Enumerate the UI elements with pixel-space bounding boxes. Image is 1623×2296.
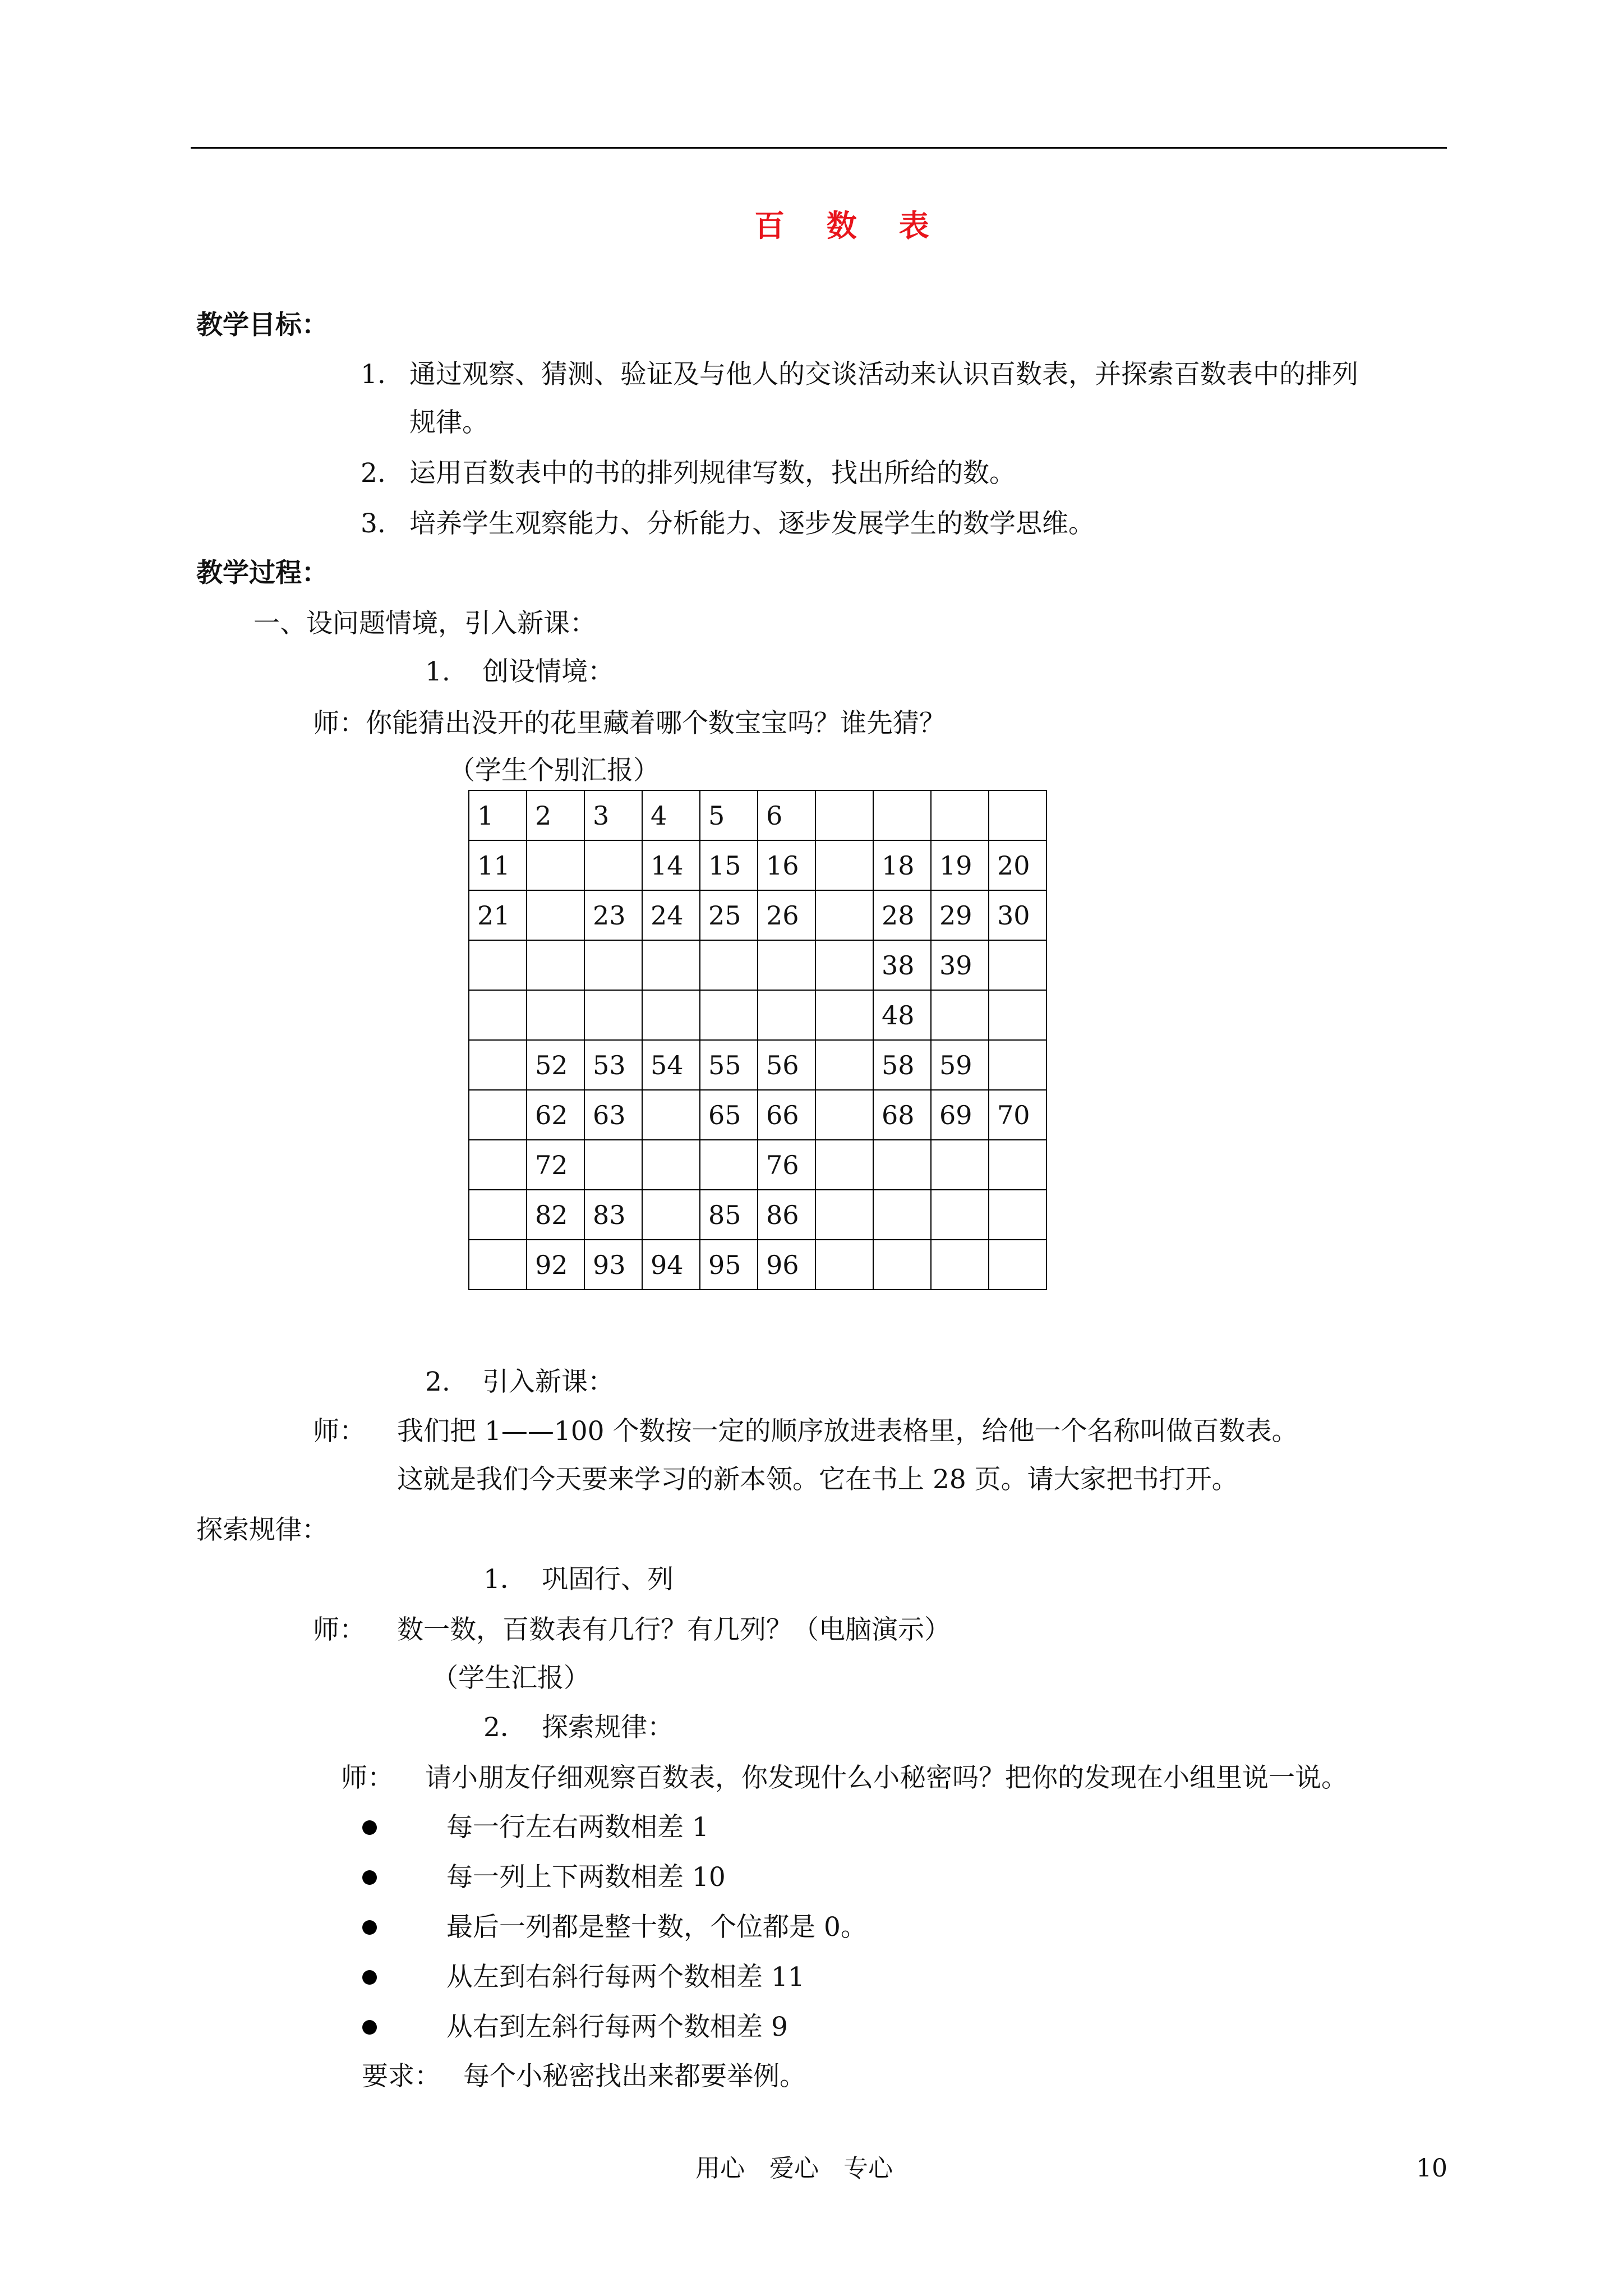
table-row: [469, 1240, 1046, 1290]
table-cell: [989, 1240, 1046, 1290]
table-cell: 82: [527, 1190, 584, 1240]
goal-1-text: 通过观察、猜测、验证及与他人的交谈活动来认识百数表，并探索百数表中的排列: [409, 359, 1358, 390]
goal-1-text-cont: 规律。: [409, 407, 488, 438]
table-cell: [815, 1040, 873, 1090]
table-cell: [989, 1190, 1046, 1240]
table-row: [469, 1190, 1046, 1240]
table-cell: [989, 790, 1046, 840]
table-cell: [815, 1190, 873, 1240]
table-cell: 96: [758, 1240, 815, 1290]
table-cell: 5: [700, 790, 758, 840]
table-cell: [469, 990, 527, 1040]
table-cell: 58: [873, 1040, 931, 1090]
table-cell: 52: [527, 1040, 584, 1090]
table-cell: 65: [700, 1090, 758, 1140]
table-cell: 53: [584, 1040, 642, 1090]
table-cell: [642, 940, 700, 990]
table-cell: [989, 1040, 1046, 1090]
table-cell: [931, 990, 989, 1040]
table-cell: [700, 940, 758, 990]
table-cell: 26: [758, 890, 815, 940]
page-title: 百 数 表: [754, 208, 945, 243]
table-cell: 72: [527, 1140, 584, 1190]
process-heading: 教学过程：: [196, 558, 328, 588]
explore-step-1-number: 1．: [483, 1564, 527, 1595]
table-cell: [527, 890, 584, 940]
table-cell: 59: [931, 1040, 989, 1090]
table-row: [469, 990, 1046, 1040]
table-cell: [873, 1240, 931, 1290]
table-cell: [815, 940, 873, 990]
table-cell: [700, 1140, 758, 1190]
table-cell: 39: [931, 940, 989, 990]
table-cell: [989, 990, 1046, 1040]
step-2-label: 引入新课：: [482, 1366, 614, 1397]
table-cell: [989, 1140, 1046, 1190]
table-cell: 1: [469, 790, 527, 840]
table-cell: [527, 990, 584, 1040]
goal-3-text: 培养学生观察能力、分析能力、逐步发展学生的数学思维。: [409, 508, 1095, 539]
explore-step-2-label: 探索规律：: [542, 1712, 674, 1743]
table-cell: 69: [931, 1090, 989, 1140]
table-cell: 62: [527, 1090, 584, 1140]
teacher-label-3: 师：: [341, 1763, 394, 1793]
table-cell: 4: [642, 790, 700, 840]
teacher-question: 师：你能猜出没开的花里藏着哪个数宝宝吗？谁先猜？: [313, 708, 946, 739]
table-cell: 15: [700, 840, 758, 890]
table-cell: 76: [758, 1140, 815, 1190]
table-cell: [815, 890, 873, 940]
table-cell: [815, 1240, 873, 1290]
table-cell: [469, 940, 527, 990]
bullet-item-3: 最后一列都是整十数，个位都是 0。: [446, 1912, 867, 1943]
table-cell: 3: [584, 790, 642, 840]
table-cell: [642, 1140, 700, 1190]
table-cell: 83: [584, 1190, 642, 1240]
table-cell: 95: [700, 1240, 758, 1290]
table-cell: 28: [873, 890, 931, 940]
table-cell: 68: [873, 1090, 931, 1140]
teacher-question-2: 数一数，百数表有几行？有几列？（电脑演示）: [397, 1614, 951, 1645]
table-cell: 24: [642, 890, 700, 940]
teacher-label-2: 师：: [313, 1614, 366, 1645]
table-cell: [931, 1140, 989, 1190]
table-cell: [931, 1190, 989, 1240]
table-cell: 6: [758, 790, 815, 840]
table-cell: 11: [469, 840, 527, 890]
table-cell: 93: [584, 1240, 642, 1290]
footer-slogan: 用心 爱心 专心: [695, 2154, 893, 2183]
explore-step-2-number: 2．: [483, 1712, 527, 1743]
table-cell: [469, 1140, 527, 1190]
table-row: [469, 1040, 1046, 1090]
table-cell: [931, 790, 989, 840]
table-cell: [584, 940, 642, 990]
table-cell: [989, 940, 1046, 990]
table-cell: [642, 1090, 700, 1140]
table-cell: [584, 990, 642, 1040]
header-rule: [191, 147, 1447, 149]
step-2-number: 2.: [425, 1366, 450, 1397]
table-cell: 21: [469, 890, 527, 940]
table-cell: [931, 1240, 989, 1290]
goal-2-number: 2.: [361, 458, 386, 489]
table-cell: 48: [873, 990, 931, 1040]
table-cell: [758, 940, 815, 990]
table-cell: 56: [758, 1040, 815, 1090]
table-row: [469, 890, 1046, 940]
table-row: [469, 1140, 1046, 1190]
table-cell: [642, 1190, 700, 1240]
goal-3-number: 3.: [361, 508, 386, 539]
bullet-dot-icon: [362, 2020, 377, 2035]
bullet-dot-icon: [362, 1870, 377, 1885]
table-cell: 85: [700, 1190, 758, 1240]
teacher-statement-cont: 这就是我们今天要来学习的新本领。它在书上 28 页。请大家把书打开。: [397, 1464, 1238, 1495]
table-cell: 19: [931, 840, 989, 890]
bullet-item-4: 从左到右斜行每两个数相差 11: [446, 1962, 805, 1993]
table-cell: 14: [642, 840, 700, 890]
student-report-note: （学生个别汇报）: [449, 755, 660, 786]
table-row: [469, 840, 1046, 890]
table-cell: [527, 940, 584, 990]
step-1-number: 1.: [425, 656, 450, 687]
explore-step-1-label: 巩固行、列: [542, 1564, 674, 1595]
table-cell: 16: [758, 840, 815, 890]
bullet-item-5: 从右到左斜行每两个数相差 9: [446, 2012, 788, 2042]
table-cell: [873, 790, 931, 840]
table-cell: [815, 1140, 873, 1190]
table-cell: [815, 840, 873, 890]
table-cell: 94: [642, 1240, 700, 1290]
bullet-item-1: 每一行左右两数相差 1: [446, 1812, 709, 1843]
table-cell: 2: [527, 790, 584, 840]
table-cell: [873, 1140, 931, 1190]
table-cell: [873, 1190, 931, 1240]
table-cell: 92: [527, 1240, 584, 1290]
teacher-label: 师：: [313, 1416, 366, 1447]
bullet-dot-icon: [362, 1970, 377, 1985]
bullet-dot-icon: [362, 1820, 377, 1835]
table-cell: 54: [642, 1040, 700, 1090]
table-cell: 63: [584, 1090, 642, 1140]
step-1-label: 创设情境：: [482, 656, 614, 687]
table-cell: [527, 840, 584, 890]
table-cell: 66: [758, 1090, 815, 1140]
table-cell: 30: [989, 890, 1046, 940]
goals-heading: 教学目标：: [196, 310, 328, 341]
table-cell: 20: [989, 840, 1046, 890]
table-cell: 38: [873, 940, 931, 990]
teacher-statement: 我们把 1——100 个数按一定的顺序放进表格里，给他一个名称叫做百数表。: [397, 1416, 1298, 1447]
bullet-item-2: 每一列上下两数相差 10: [446, 1862, 726, 1893]
table-cell: [815, 790, 873, 840]
table-cell: [815, 1090, 873, 1140]
section-1-heading: 一、设问题情境，引入新课：: [253, 608, 596, 639]
table-cell: 86: [758, 1190, 815, 1240]
table-cell: 25: [700, 890, 758, 940]
goal-2-text: 运用百数表中的书的排列规律写数，找出所给的数。: [409, 458, 1016, 489]
student-report-note-2: （学生汇报）: [432, 1663, 590, 1694]
table-cell: 23: [584, 890, 642, 940]
table-cell: [584, 840, 642, 890]
table-cell: [642, 990, 700, 1040]
page-number: 10: [1416, 2154, 1447, 2183]
goal-1-number: 1.: [361, 359, 386, 390]
table-cell: [469, 1090, 527, 1140]
table-cell: 18: [873, 840, 931, 890]
table-cell: [469, 1190, 527, 1240]
bullet-dot-icon: [362, 1920, 377, 1935]
table-row: [469, 1090, 1046, 1140]
table-cell: [584, 1140, 642, 1190]
teacher-instruction: 请小朋友仔细观察百数表，你发现什么小秘密吗？把你的发现在小组里说一说。: [425, 1763, 1348, 1793]
table-cell: 29: [931, 890, 989, 940]
table-cell: [469, 1240, 527, 1290]
table-row: [469, 940, 1046, 990]
explore-heading: 探索规律：: [196, 1515, 328, 1545]
hundred-chart-table: [468, 790, 1047, 1290]
requirement-text: 每个小秘密找出来都要举例。: [463, 2061, 806, 2092]
table-cell: 70: [989, 1090, 1046, 1140]
table-row: [469, 790, 1046, 840]
table-cell: [700, 990, 758, 1040]
table-cell: [815, 990, 873, 1040]
table-cell: [469, 1040, 527, 1090]
requirement-label: 要求：: [362, 2061, 441, 2092]
table-cell: 55: [700, 1040, 758, 1090]
table-cell: [758, 990, 815, 1040]
